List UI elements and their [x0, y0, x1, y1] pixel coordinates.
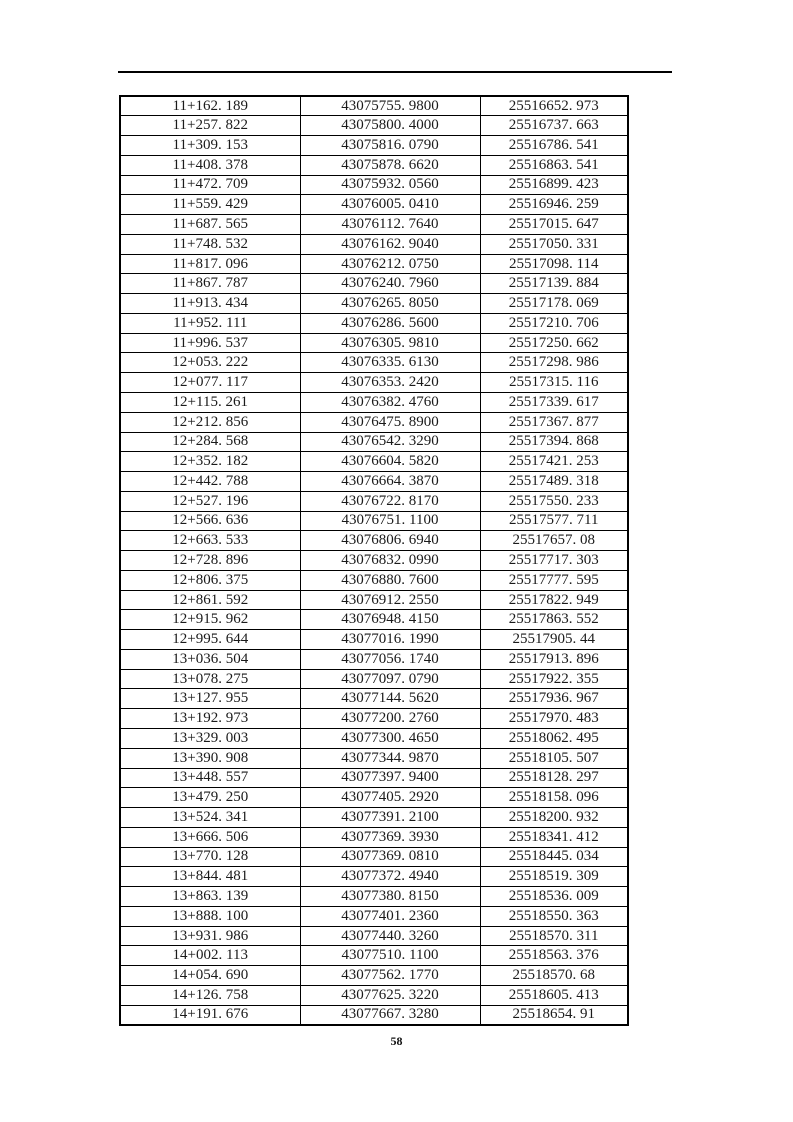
station-cell: 14+054. 690 [120, 966, 300, 986]
table-row [120, 155, 628, 175]
coord-y-cell: 25516946. 259 [480, 195, 628, 215]
coord-x-cell: 43077562. 1770 [300, 966, 480, 986]
station-cell: 13+329. 003 [120, 729, 300, 749]
coord-y-cell: 25516899. 423 [480, 175, 628, 195]
table-row [120, 926, 628, 946]
station-cell: 12+352. 182 [120, 452, 300, 472]
coord-x-cell: 43076265. 8050 [300, 294, 480, 314]
coord-y-cell: 25516863. 541 [480, 155, 628, 175]
station-cell: 12+728. 896 [120, 551, 300, 571]
table-row [120, 985, 628, 1005]
station-cell: 12+527. 196 [120, 491, 300, 511]
table-row [120, 116, 628, 136]
coord-y-cell: 25517913. 896 [480, 649, 628, 669]
table-row [120, 867, 628, 887]
coord-x-cell: 43076162. 9040 [300, 234, 480, 254]
station-cell: 13+192. 973 [120, 709, 300, 729]
station-cell: 13+931. 986 [120, 926, 300, 946]
coord-y-cell: 25518445. 034 [480, 847, 628, 867]
coord-x-cell: 43077405. 2920 [300, 788, 480, 808]
table-row [120, 1005, 628, 1025]
page-number: 58 [390, 1034, 403, 1048]
coord-x-cell: 43076335. 6130 [300, 353, 480, 373]
coord-x-cell: 43075878. 6620 [300, 155, 480, 175]
table-row [120, 551, 628, 571]
coord-x-cell: 43077344. 9870 [300, 748, 480, 768]
table-row [120, 412, 628, 432]
coord-y-cell: 25516737. 663 [480, 116, 628, 136]
coord-x-cell: 43076880. 7600 [300, 570, 480, 590]
station-cell: 13+448. 557 [120, 768, 300, 788]
coord-y-cell: 25518550. 363 [480, 906, 628, 926]
station-cell: 12+442. 788 [120, 472, 300, 492]
coord-x-cell: 43077369. 3930 [300, 827, 480, 847]
coord-x-cell: 43076722. 8170 [300, 491, 480, 511]
coord-y-cell: 25517577. 711 [480, 511, 628, 531]
table-row [120, 491, 628, 511]
station-cell: 12+077. 117 [120, 373, 300, 393]
coord-y-cell: 25516652. 973 [480, 96, 628, 116]
table-row [120, 215, 628, 235]
coord-x-cell: 43077440. 3260 [300, 926, 480, 946]
station-cell: 11+867. 787 [120, 274, 300, 294]
table-row [120, 531, 628, 551]
station-cell: 11+952. 111 [120, 313, 300, 333]
coord-y-cell: 25517339. 617 [480, 392, 628, 412]
station-cell: 13+078. 275 [120, 669, 300, 689]
coord-x-cell: 43077369. 0810 [300, 847, 480, 867]
coord-y-cell: 25517777. 595 [480, 570, 628, 590]
coord-y-cell: 25518570. 68 [480, 966, 628, 986]
table-row [120, 808, 628, 828]
station-cell: 12+806. 375 [120, 570, 300, 590]
station-cell: 11+996. 537 [120, 333, 300, 353]
station-cell: 11+309. 153 [120, 136, 300, 156]
table-row [120, 669, 628, 689]
station-cell: 13+863. 139 [120, 887, 300, 907]
coord-y-cell: 25517178. 069 [480, 294, 628, 314]
table-row [120, 373, 628, 393]
coord-x-cell: 43076751. 1100 [300, 511, 480, 531]
coord-x-cell: 43077300. 4650 [300, 729, 480, 749]
table-row [120, 709, 628, 729]
table-row [120, 195, 628, 215]
coord-y-cell: 25517936. 967 [480, 689, 628, 709]
table-row [120, 452, 628, 472]
coord-x-cell: 43076382. 4760 [300, 392, 480, 412]
coord-y-cell: 25517970. 483 [480, 709, 628, 729]
station-cell: 13+524. 341 [120, 808, 300, 828]
coord-y-cell: 25517905. 44 [480, 630, 628, 650]
coord-y-cell: 25518200. 932 [480, 808, 628, 828]
coord-x-cell: 43076212. 0750 [300, 254, 480, 274]
table-row [120, 136, 628, 156]
table-row [120, 847, 628, 867]
coord-y-cell: 25517315. 116 [480, 373, 628, 393]
station-cell: 13+479. 250 [120, 788, 300, 808]
coord-y-cell: 25518570. 311 [480, 926, 628, 946]
station-cell: 13+666. 506 [120, 827, 300, 847]
coord-x-cell: 43076604. 5820 [300, 452, 480, 472]
station-cell: 11+257. 822 [120, 116, 300, 136]
station-cell: 12+995. 644 [120, 630, 300, 650]
coord-y-cell: 25517098. 114 [480, 254, 628, 274]
table-row [120, 729, 628, 749]
coord-y-cell: 25518062. 495 [480, 729, 628, 749]
coord-y-cell: 25517394. 868 [480, 432, 628, 452]
coord-x-cell: 43076305. 9810 [300, 333, 480, 353]
table-row [120, 827, 628, 847]
table-row [120, 254, 628, 274]
station-cell: 11+559. 429 [120, 195, 300, 215]
station-cell: 12+212. 856 [120, 412, 300, 432]
station-cell: 12+566. 636 [120, 511, 300, 531]
coord-y-cell: 25517550. 233 [480, 491, 628, 511]
coord-y-cell: 25517298. 986 [480, 353, 628, 373]
station-cell: 11+472. 709 [120, 175, 300, 195]
station-cell: 13+888. 100 [120, 906, 300, 926]
table-row [120, 946, 628, 966]
table-row [120, 966, 628, 986]
coord-x-cell: 43077391. 2100 [300, 808, 480, 828]
coord-y-cell: 25518605. 413 [480, 985, 628, 1005]
table-row [120, 768, 628, 788]
table-row [120, 353, 628, 373]
station-cell: 13+127. 955 [120, 689, 300, 709]
coord-x-cell: 43075800. 4000 [300, 116, 480, 136]
coord-x-cell: 43077056. 1740 [300, 649, 480, 669]
coord-x-cell: 43077625. 3220 [300, 985, 480, 1005]
table-row [120, 432, 628, 452]
table-row [120, 610, 628, 630]
coord-y-cell: 25517489. 318 [480, 472, 628, 492]
station-cell: 12+115. 261 [120, 392, 300, 412]
table-row [120, 175, 628, 195]
coord-x-cell: 43076912. 2550 [300, 590, 480, 610]
coord-x-cell: 43076806. 6940 [300, 531, 480, 551]
coord-x-cell: 43075816. 0790 [300, 136, 480, 156]
station-cell: 13+036. 504 [120, 649, 300, 669]
table-row [120, 590, 628, 610]
coord-y-cell: 25517421. 253 [480, 452, 628, 472]
coord-x-cell: 43077397. 9400 [300, 768, 480, 788]
coord-y-cell: 25516786. 541 [480, 136, 628, 156]
coord-y-cell: 25517015. 647 [480, 215, 628, 235]
table-row [120, 887, 628, 907]
station-cell: 14+191. 676 [120, 1005, 300, 1025]
coord-x-cell: 43077401. 2360 [300, 906, 480, 926]
page-header-rule [118, 71, 672, 73]
coord-y-cell: 25518563. 376 [480, 946, 628, 966]
station-cell: 12+053. 222 [120, 353, 300, 373]
station-cell: 14+002. 113 [120, 946, 300, 966]
station-cell: 13+390. 908 [120, 748, 300, 768]
coord-x-cell: 43077200. 2760 [300, 709, 480, 729]
table-row [120, 96, 628, 116]
station-cell: 11+748. 532 [120, 234, 300, 254]
station-cell: 11+913. 434 [120, 294, 300, 314]
coord-y-cell: 25518105. 507 [480, 748, 628, 768]
table-row [120, 570, 628, 590]
coord-x-cell: 43077667. 3280 [300, 1005, 480, 1025]
coord-x-cell: 43075755. 9800 [300, 96, 480, 116]
station-cell: 12+663. 533 [120, 531, 300, 551]
coord-x-cell: 43076542. 3290 [300, 432, 480, 452]
coord-y-cell: 25518519. 309 [480, 867, 628, 887]
coord-x-cell: 43077097. 0790 [300, 669, 480, 689]
coord-x-cell: 43077016. 1990 [300, 630, 480, 650]
coord-y-cell: 25518654. 91 [480, 1005, 628, 1025]
station-cell: 11+817. 096 [120, 254, 300, 274]
table-row [120, 294, 628, 314]
station-cell: 12+915. 962 [120, 610, 300, 630]
table-row [120, 689, 628, 709]
station-cell: 13+770. 128 [120, 847, 300, 867]
coord-x-cell: 43076005. 0410 [300, 195, 480, 215]
station-cell: 11+687. 565 [120, 215, 300, 235]
coordinate-table [119, 95, 629, 1026]
coord-x-cell: 43076353. 2420 [300, 373, 480, 393]
station-cell: 13+844. 481 [120, 867, 300, 887]
coord-y-cell: 25518128. 297 [480, 768, 628, 788]
table-row [120, 748, 628, 768]
station-cell: 11+408. 378 [120, 155, 300, 175]
table-row [120, 511, 628, 531]
table-row [120, 472, 628, 492]
table-row [120, 788, 628, 808]
station-cell: 12+861. 592 [120, 590, 300, 610]
coord-y-cell: 25518158. 096 [480, 788, 628, 808]
coord-x-cell: 43077144. 5620 [300, 689, 480, 709]
coord-x-cell: 43077372. 4940 [300, 867, 480, 887]
table-row [120, 313, 628, 333]
coord-y-cell: 25517717. 303 [480, 551, 628, 571]
station-cell: 14+126. 758 [120, 985, 300, 1005]
coord-x-cell: 43076240. 7960 [300, 274, 480, 294]
table-row [120, 630, 628, 650]
coord-x-cell: 43076832. 0990 [300, 551, 480, 571]
coord-y-cell: 25517050. 331 [480, 234, 628, 254]
coord-y-cell: 25517367. 877 [480, 412, 628, 432]
coord-x-cell: 43076112. 7640 [300, 215, 480, 235]
table-row [120, 906, 628, 926]
coord-x-cell: 43076664. 3870 [300, 472, 480, 492]
table-row [120, 392, 628, 412]
coord-x-cell: 43077510. 1100 [300, 946, 480, 966]
coord-y-cell: 25517657. 08 [480, 531, 628, 551]
station-cell: 11+162. 189 [120, 96, 300, 116]
coordinate-table-body [120, 96, 628, 1025]
coord-y-cell: 25517922. 355 [480, 669, 628, 689]
table-row [120, 333, 628, 353]
table-row [120, 234, 628, 254]
coord-x-cell: 43076475. 8900 [300, 412, 480, 432]
station-cell: 12+284. 568 [120, 432, 300, 452]
coord-x-cell: 43076948. 4150 [300, 610, 480, 630]
coord-x-cell: 43075932. 0560 [300, 175, 480, 195]
coord-y-cell: 25517250. 662 [480, 333, 628, 353]
coord-y-cell: 25517822. 949 [480, 590, 628, 610]
coord-x-cell: 43077380. 8150 [300, 887, 480, 907]
table-row [120, 274, 628, 294]
table-row [120, 649, 628, 669]
coord-y-cell: 25518536. 009 [480, 887, 628, 907]
coord-y-cell: 25517863. 552 [480, 610, 628, 630]
coord-x-cell: 43076286. 5600 [300, 313, 480, 333]
coord-y-cell: 25517139. 884 [480, 274, 628, 294]
coord-y-cell: 25517210. 706 [480, 313, 628, 333]
coord-y-cell: 25518341. 412 [480, 827, 628, 847]
